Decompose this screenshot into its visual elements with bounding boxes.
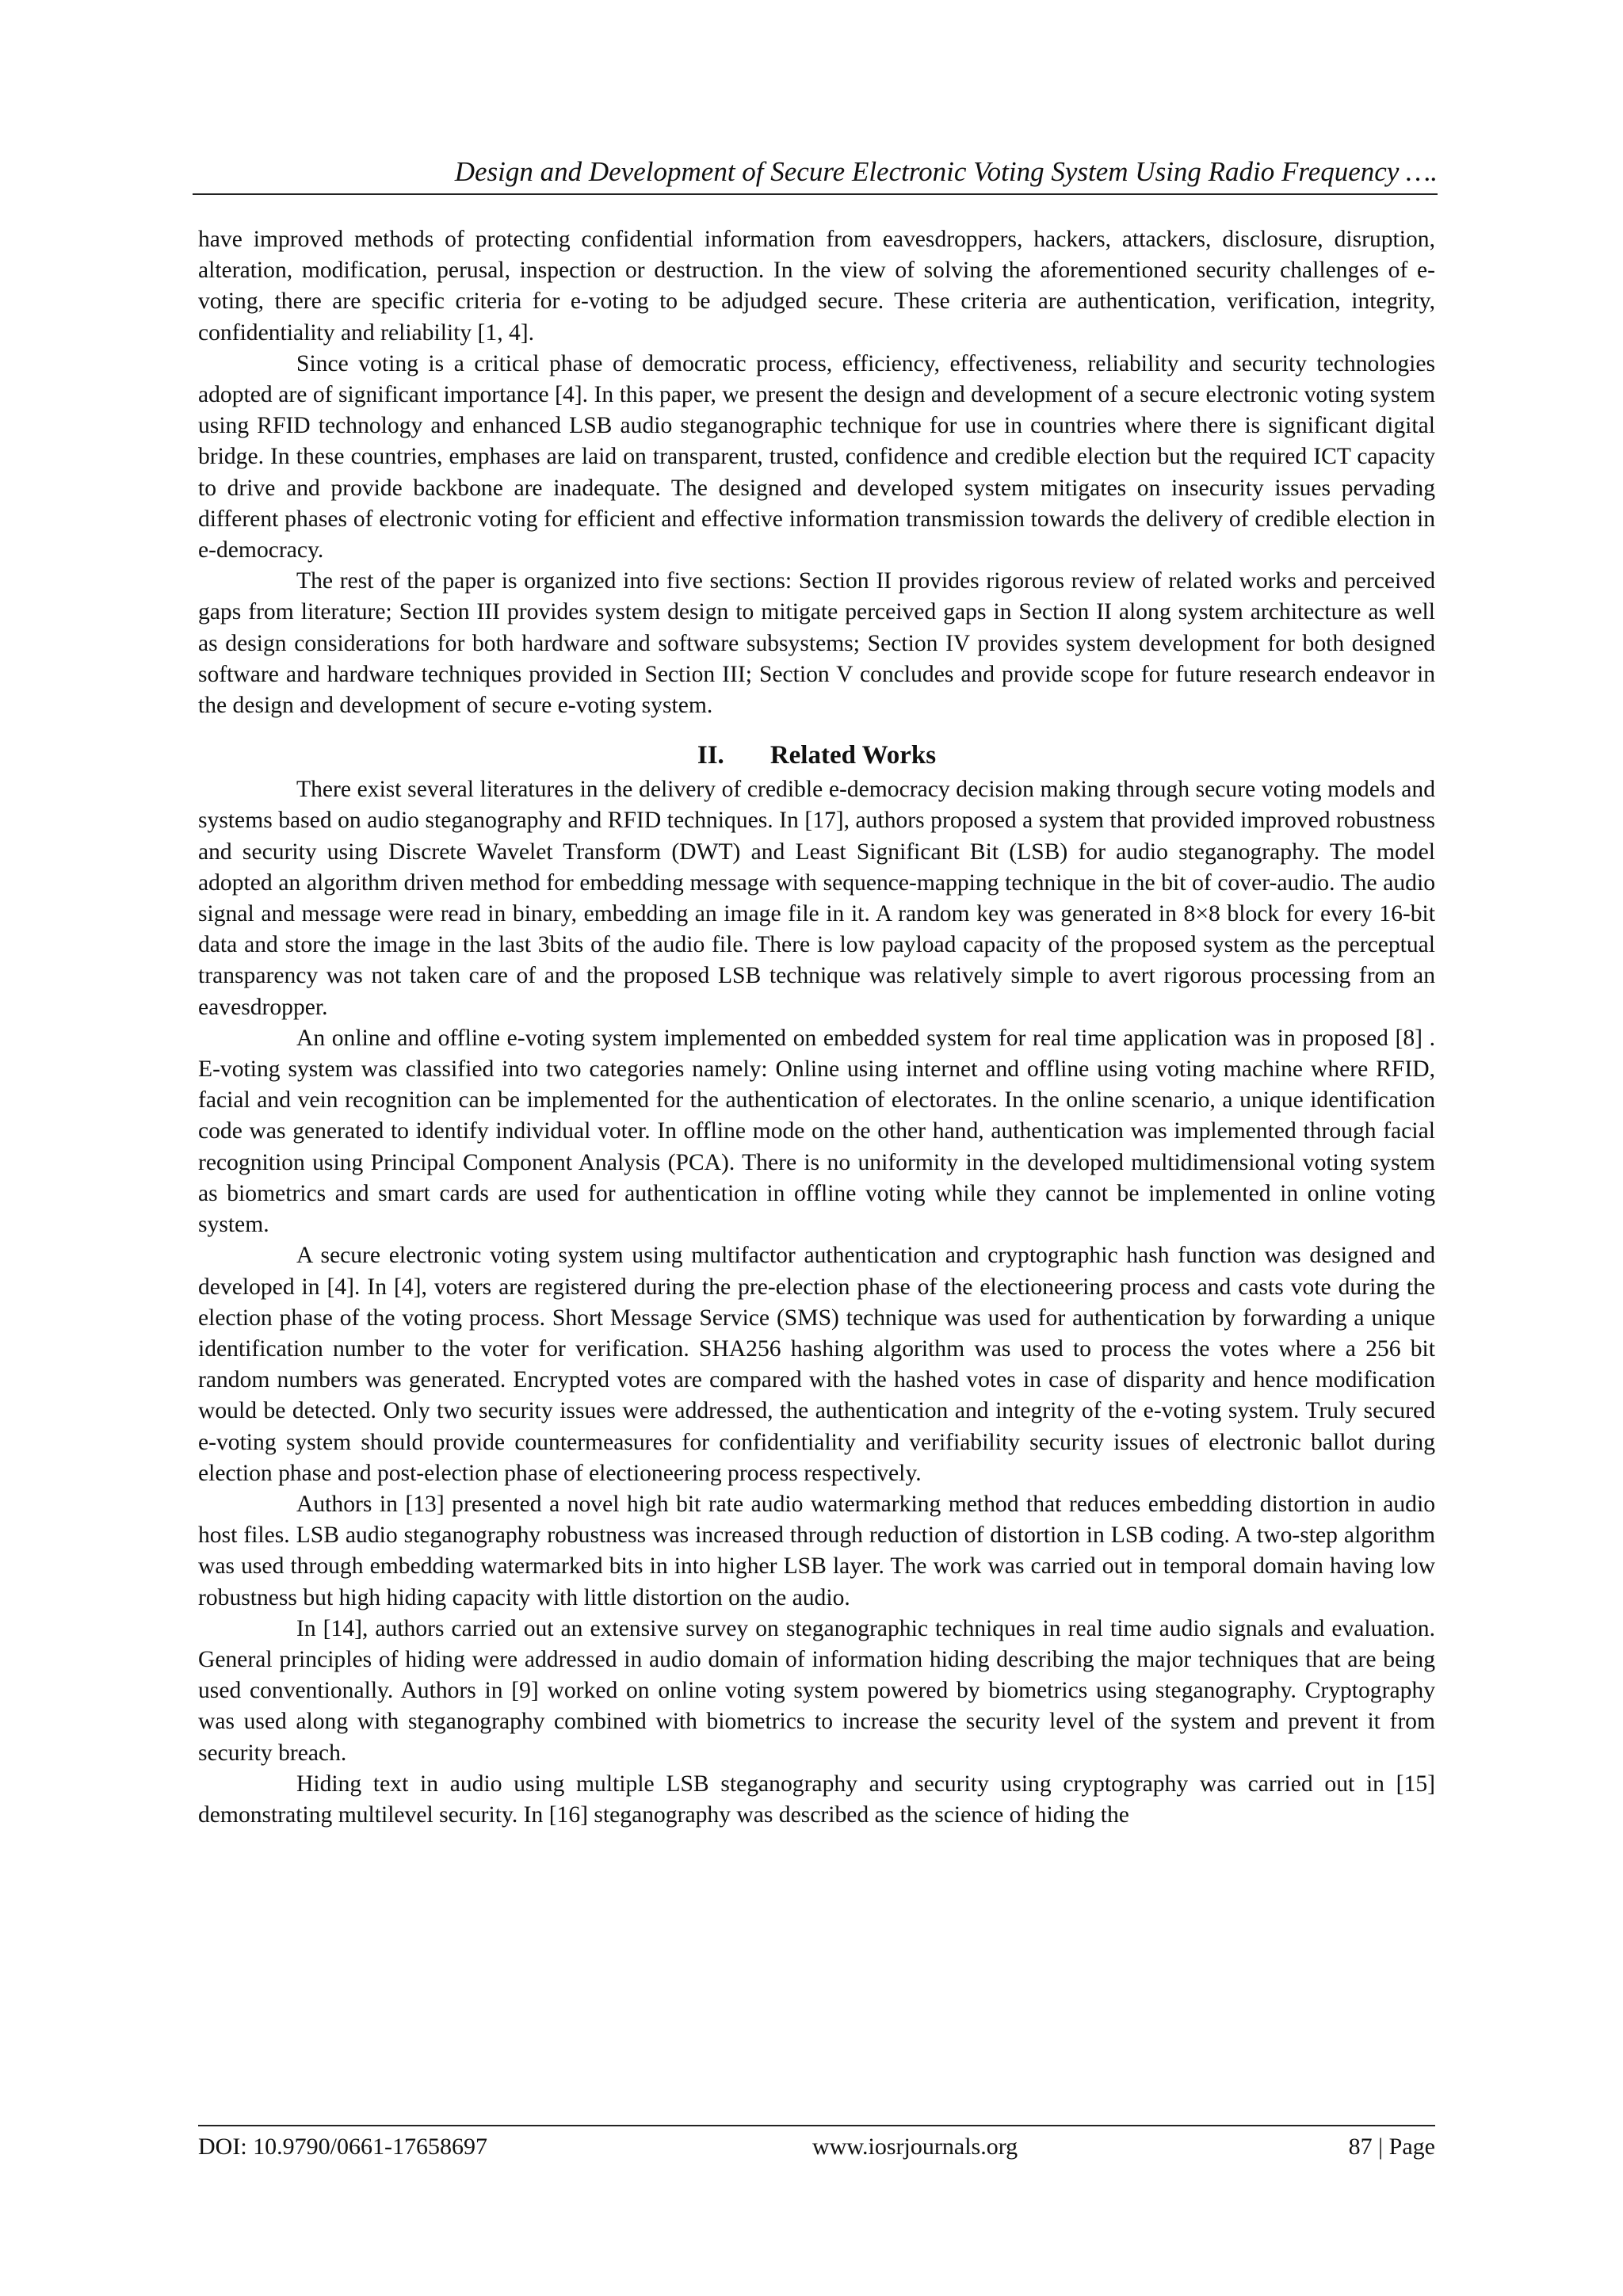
article-body (198, 224, 1435, 1831)
related-works-paragraph-3: A secure electronic voting system using multifactor authentication and cryptographic hash function was designed and developed in [4]. In [4], voters are registered during the pre-election phase of the electioneering process and casts vote during the election phase of the voting process. Short Message Service (SMS) technique was used for authentication by forwarding a unique identification number to the voter for verification. SHA256 hashing algorithm was used to process the votes where a 256 bit random numbers was generated. Encrypted votes are compared with the hashed votes in case of disparity and hence modification would be detected. Only two security issues were addressed, the authentication and integrity of the e-voting system. Truly secured e-voting system should provide countermeasures for confidentiality and verifiability security issues of electronic ballot during election phase and post-election phase of electioneering process respectively. (198, 1243, 1435, 1486)
section-title: Related Works (769, 741, 937, 770)
related-works-paragraph-4: Authors in [13] presented a novel high bit rate audio watermarking method that reduces embedding distortion in audio host files. LSB audio steganography robustness was increased through reduction of distortion in LSB coding. A two-step algorithm was used through embedding watermarked bits in into higher LSB layer. The work was carried out in temporal domain having low robustness but high hiding capacity with little distortion on the audio. (198, 1491, 1435, 1610)
related-works-paragraph-2: An online and offline e-voting system implemented on embedded system for real time application was in proposed [8] . E-voting system was classified into two categories namely: Online using internet and offline using voting machine where RFID, facial and vein recognition can be implemented for the authentication of electorates. In the online scenario, a unique identification code was generated to identify individual voter. In offline mode on the other hand, authentication was implemented through facial recognition using Principal Component Analysis (PCA). There is no uniformity in the developed multidimensional voting system as biometrics and smart cards are used for authentication in offline voting while they cannot be implemented in online voting system. (198, 1025, 1435, 1238)
intro-paragraph-3: The rest of the paper is organized into five sections: Section II provides rigorous review of related works and perceived gaps from literature; Section III provides system design to mitigate perceived gaps in Section II along system architecture as well as design considerations for both hardware and software subsystems; Section IV provides system development for both designed software and hardware techniques provided in Section III; Section V concludes and provide scope for future research endeavor in the design and development of secure e-voting system. (198, 568, 1435, 719)
intro-paragraph-2: Since voting is a critical phase of democratic process, efficiency, effectiveness, reliability and security technologies adopted are of significant importance [4]. In this paper, we present the design and development of a secure electronic voting system using RFID technology and enhanced LSB audio steganographic technique for use in countries where there is significant digital bridge. In these countries, emphases are laid on transparent, trusted, confidence and credible election but the required ICT capacity to drive and provide backbone are inadequate. The designed and developed system mitigates on insecurity issues pervading different phases of electronic voting for efficient and effective information transmission towards the delivery of credible election in e-democracy. (198, 350, 1435, 563)
related-works-paragraph-6: Hiding text in audio using multiple LSB steganography and security using cryptography was carried out in [15] demonstrating multilevel security. In [16] steganography was described as the science of hiding the (198, 1771, 1435, 1828)
section-heading (198, 740, 1435, 771)
running-head (193, 154, 1438, 195)
related-works-paragraph-5: In [14], authors carried out an extensive survey on steganographic techniques in real time audio signals and evaluation. General principles of hiding were addressed in audio domain of information hiding describing the major techniques that are being used conventionally. Authors in [9] worked on online voting system powered by biometrics using steganography. Cryptography was used along with steganography combined with biometrics to increase the security level of the system and prevent it from security breach. (198, 1615, 1435, 1766)
related-works-paragraph-1: There exist several literatures in the delivery of credible e-democracy decision making through secure voting models and systems based on audio steganography and RFID techniques. In [17], authors proposed a system that provided improved robustness and security using Discrete Wavelet Transform (DWT) and Least Significant Bit (LSB) for audio steganography. The model adopted an algorithm driven method for embedding message with sequence-mapping technique in the bit of cover-audio. The audio signal and message were read in binary, embedding an image file in it. A random key was generated in 8×8 block for every 16-bit data and store the image in the last 3bits of the audio file. There is low payload capacity of the proposed system as the perceptual transparency was not taken care of and the proposed LSB technique was relatively simple to avert rigorous processing from an eavesdropper. (198, 777, 1435, 1020)
footer-page-number: 87 | Page (1348, 2134, 1435, 2160)
footer-website: www.iosrjournals.org (812, 2134, 1018, 2160)
intro-paragraph-1: have improved methods of protecting confidential information from eavesdroppers, hackers, attackers, disclosure, disruption, alteration, modification, perusal, inspection or destruction. In the view of solving the aforementioned security challenges of e-voting, there are specific criteria for e-voting to be adjudged secure. These criteria are authentication, verification, integrity, confidentiality and reliability [1, 4]. (198, 227, 1435, 346)
section-number: II. (697, 741, 724, 770)
footer-doi: DOI: 10.9790/0661-17658697 (198, 2134, 487, 2160)
footer-divider (198, 2125, 1435, 2126)
running-title: Design and Development of Secure Electronic Voting System Using Radio Frequency …. (454, 156, 1438, 187)
